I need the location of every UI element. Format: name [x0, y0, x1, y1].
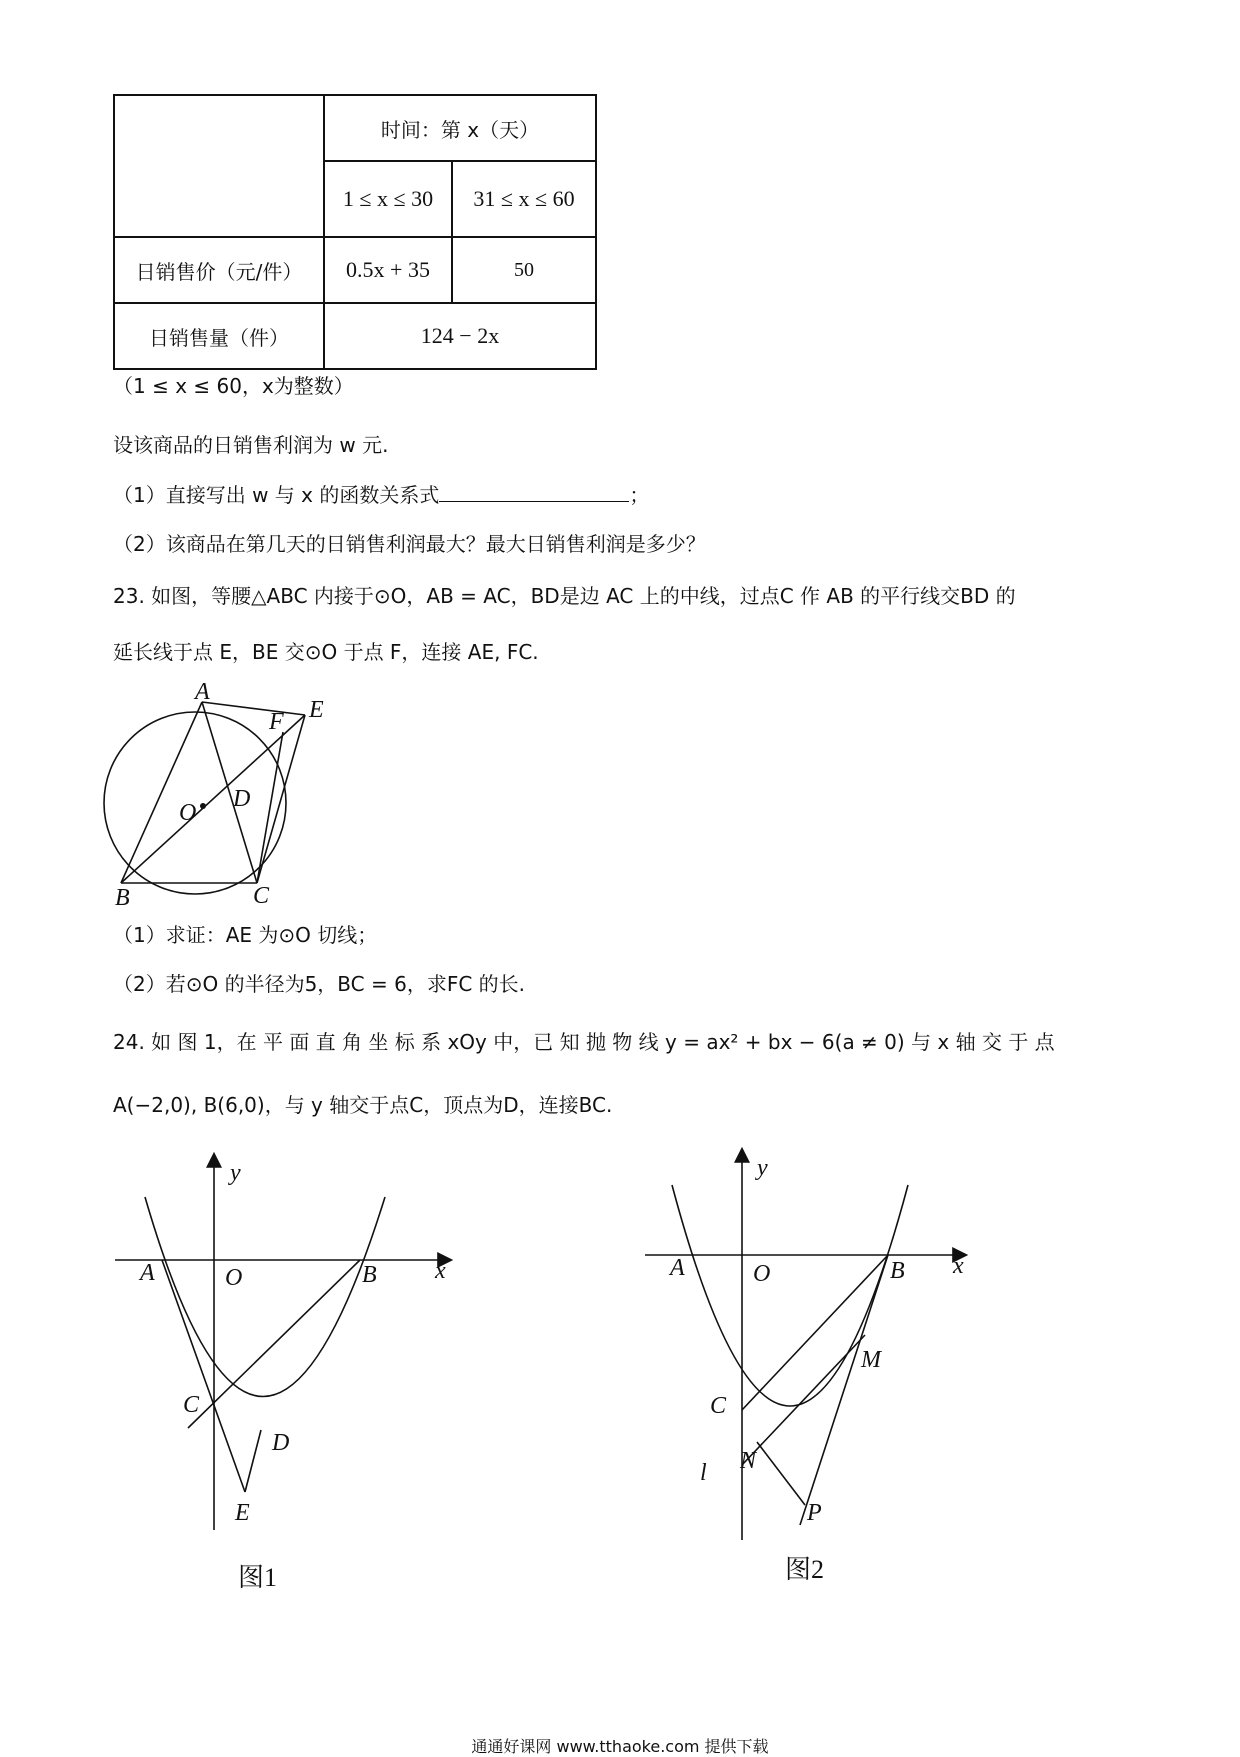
fig1-label-B: B: [362, 1262, 377, 1288]
answer-blank[interactable]: [439, 483, 629, 502]
label-C: C: [253, 883, 270, 909]
label-O: O: [179, 800, 197, 826]
table-corner-cell: [114, 95, 324, 237]
q24-figure-2: [635, 1145, 975, 1585]
q22-part1-text: （1）直接写出 w 与 x 的函数关系式: [113, 483, 440, 507]
q24-line1: 24. 如 图 1，在 平 面 直 角 坐 标 系 xOy 中，已 知 抛 物 线 y = ax² + bx − 6(a ≠ 0) 与 x 轴 交 于 点: [113, 1030, 1055, 1054]
range-note: （1 ≤ x ≤ 60，x为整数）: [113, 374, 354, 398]
label-B: B: [115, 885, 130, 911]
fig1-label-D: D: [272, 1430, 290, 1456]
fig2-label-P: P: [807, 1500, 822, 1526]
table-price-label: 日销售价（元/件）: [114, 237, 324, 303]
table-price-1: 0.5x + 35: [324, 237, 452, 303]
fig1-label-E: E: [235, 1500, 250, 1526]
label-A: A: [195, 679, 210, 705]
fig2-caption: 图2: [785, 1555, 825, 1584]
q23-part1: （1）求证：AE 为⊙O 切线；: [113, 923, 378, 947]
fig1-caption: 图1: [238, 1563, 278, 1592]
q24-figure-1: [110, 1150, 446, 1610]
fig1-label-O: O: [225, 1265, 243, 1291]
label-E: E: [309, 697, 324, 723]
q24-line2: A(−2,0), B(6,0)，与 y 轴交于点C，顶点为D，连接BC.: [113, 1093, 613, 1117]
q23-line2: 延长线于点 E，BE 交⊙O 于点 F，连接 AE, FC.: [113, 640, 539, 664]
table-price-2: 50: [452, 237, 596, 303]
fig2-label-A: A: [670, 1255, 685, 1281]
table-header-time: 时间：第 x（天）: [324, 95, 596, 161]
q22-part1: [113, 483, 649, 507]
fig2-label-l: l: [700, 1460, 707, 1486]
label-F: F: [269, 709, 284, 735]
fig2-x-label: x: [953, 1253, 964, 1279]
fig2-label-O: O: [753, 1261, 771, 1287]
q22-part2: （2）该商品在第几天的日销售利润最大？最大日销售利润是多少？: [113, 532, 706, 556]
fig2-y-label: y: [757, 1155, 768, 1181]
fig1-label-A: A: [140, 1260, 155, 1286]
q23-part2: （2）若⊙O 的半径为5，BC = 6，求FC 的长.: [113, 972, 526, 996]
page-footer: 通通好课网 www.tthaoke.com 提供下载: [471, 1737, 769, 1756]
table-range-2: 31 ≤ x ≤ 60: [452, 161, 596, 237]
label-D: D: [233, 786, 251, 812]
q23-figure: [105, 679, 345, 911]
table-qty-label: 日销售量（件）: [114, 303, 324, 369]
table-range-1: 1 ≤ x ≤ 30: [324, 161, 452, 237]
q22-intro: 设该商品的日销售利润为 w 元.: [113, 433, 389, 457]
q23-line1: 23. 如图，等腰△ABC 内接于⊙O，AB = AC，BD是边 AC 上的中线，过点C 作 AB 的平行线交BD 的: [113, 584, 1016, 608]
fig1-y-label: y: [230, 1160, 241, 1186]
q22-part1-end: ；: [629, 483, 650, 507]
fig2-label-B: B: [890, 1258, 905, 1284]
fig2-label-N: N: [740, 1448, 757, 1474]
fig2-label-M: M: [861, 1347, 881, 1373]
table-qty: 124 − 2x: [324, 303, 596, 369]
fig1-x-label: x: [435, 1258, 446, 1284]
sales-table: [113, 94, 597, 370]
fig2-label-C: C: [710, 1393, 727, 1419]
fig1-label-C: C: [183, 1392, 200, 1418]
